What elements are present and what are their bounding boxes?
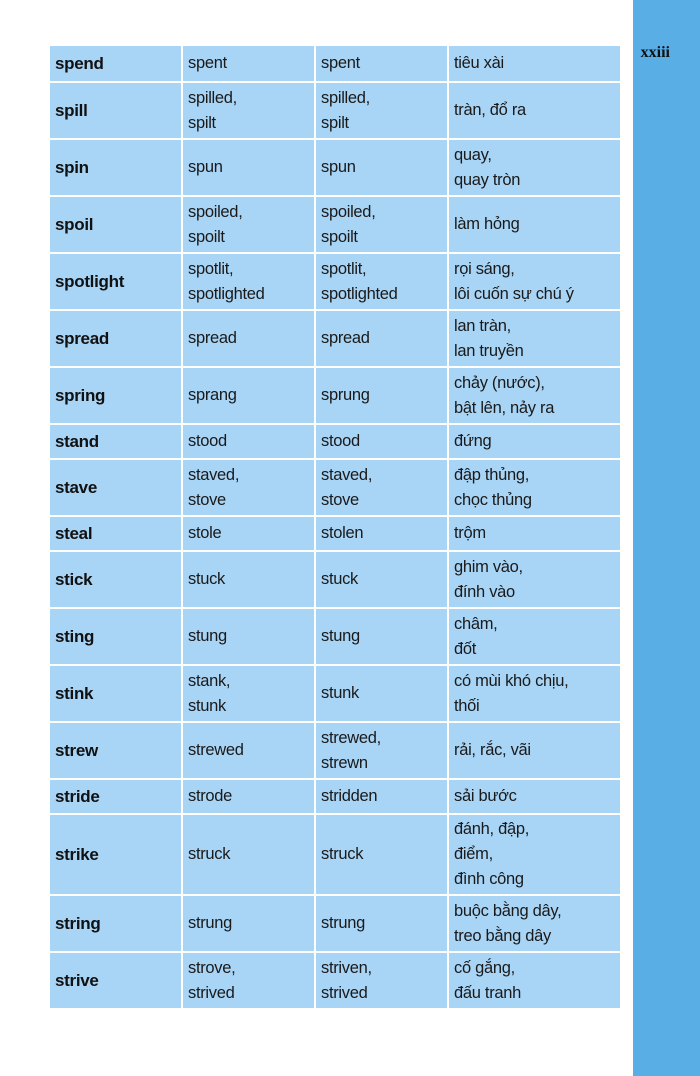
table-row — [49, 814, 621, 895]
table-row — [49, 952, 621, 1009]
verb-past-participle: striven, strived — [315, 952, 448, 1009]
verb-meaning: cố gắng, đấu tranh — [448, 952, 621, 1009]
table-row — [49, 367, 621, 424]
verb-past-simple: struck — [182, 814, 315, 895]
verb-past-participle: spoiled, spoilt — [315, 196, 448, 253]
verb-meaning: chảy (nước), bật lên, nảy ra — [448, 367, 621, 424]
verb-base-form: strew — [49, 722, 182, 779]
verb-past-participle: staved, stove — [315, 459, 448, 516]
table-row — [49, 310, 621, 367]
verb-meaning: làm hỏng — [448, 196, 621, 253]
page-number: xxiii — [640, 44, 670, 61]
verb-base-form: strive — [49, 952, 182, 1009]
verb-past-simple: spent — [182, 45, 315, 82]
verb-past-participle: sprung — [315, 367, 448, 424]
verb-meaning: tràn, đổ ra — [448, 82, 621, 139]
verb-base-form: string — [49, 895, 182, 952]
verb-base-form: stink — [49, 665, 182, 722]
verb-base-form: spoil — [49, 196, 182, 253]
verb-past-simple: stood — [182, 424, 315, 459]
verb-base-form: spin — [49, 139, 182, 196]
verb-meaning: quay, quay tròn — [448, 139, 621, 196]
verb-base-form: spill — [49, 82, 182, 139]
verb-meaning: đứng — [448, 424, 621, 459]
verb-past-simple: spilled, spilt — [182, 82, 315, 139]
verb-past-participle: stood — [315, 424, 448, 459]
verb-past-participle: strung — [315, 895, 448, 952]
verb-meaning: rải, rắc, vãi — [448, 722, 621, 779]
table-row — [49, 779, 621, 814]
table-row — [49, 196, 621, 253]
verb-base-form: spotlight — [49, 253, 182, 310]
table-body — [49, 45, 621, 1009]
verb-base-form: stick — [49, 551, 182, 608]
verb-meaning: tiêu xài — [448, 45, 621, 82]
verb-base-form: stave — [49, 459, 182, 516]
verb-base-form: spring — [49, 367, 182, 424]
verb-past-participle: spread — [315, 310, 448, 367]
verb-meaning: đập thủng, chọc thủng — [448, 459, 621, 516]
table-row — [49, 253, 621, 310]
verb-past-simple: spotlit, spotlighted — [182, 253, 315, 310]
table-row — [49, 551, 621, 608]
irregular-verbs-table — [48, 44, 622, 1010]
verb-meaning: rọi sáng, lôi cuốn sự chú ý — [448, 253, 621, 310]
verb-meaning: có mùi khó chịu, thối — [448, 665, 621, 722]
verb-base-form: sting — [49, 608, 182, 665]
table-row — [49, 665, 621, 722]
verb-meaning: sải bước — [448, 779, 621, 814]
verb-past-simple: staved, stove — [182, 459, 315, 516]
table-row — [49, 516, 621, 551]
verb-past-participle: stunk — [315, 665, 448, 722]
verb-past-participle: struck — [315, 814, 448, 895]
table-row — [49, 459, 621, 516]
verb-past-simple: strung — [182, 895, 315, 952]
verb-past-simple: strewed — [182, 722, 315, 779]
verb-past-simple: stuck — [182, 551, 315, 608]
table-row — [49, 895, 621, 952]
table-row — [49, 722, 621, 779]
verb-past-participle: strewed, strewn — [315, 722, 448, 779]
verb-base-form: spend — [49, 45, 182, 82]
table-row — [49, 82, 621, 139]
verb-meaning: đánh, đập, điểm, đình công — [448, 814, 621, 895]
verb-past-simple: spread — [182, 310, 315, 367]
verb-past-participle: stolen — [315, 516, 448, 551]
verb-past-simple: spun — [182, 139, 315, 196]
table-row — [49, 139, 621, 196]
verb-past-simple: spoiled, spoilt — [182, 196, 315, 253]
verb-meaning: lan tràn, lan truyền — [448, 310, 621, 367]
table-row — [49, 424, 621, 459]
verb-base-form: steal — [49, 516, 182, 551]
verb-meaning: ghim vào, đính vào — [448, 551, 621, 608]
verb-past-participle: stung — [315, 608, 448, 665]
verb-past-participle: spotlit, spotlighted — [315, 253, 448, 310]
verb-meaning: châm, đốt — [448, 608, 621, 665]
verb-past-participle: stridden — [315, 779, 448, 814]
verb-base-form: stand — [49, 424, 182, 459]
verb-past-simple: strode — [182, 779, 315, 814]
side-color-band — [633, 0, 700, 1076]
verb-meaning: trộm — [448, 516, 621, 551]
verb-base-form: spread — [49, 310, 182, 367]
verb-past-simple: stank, stunk — [182, 665, 315, 722]
verb-past-participle: spent — [315, 45, 448, 82]
verb-past-simple: sprang — [182, 367, 315, 424]
table-row — [49, 45, 621, 82]
verb-past-simple: strove, strived — [182, 952, 315, 1009]
verb-past-simple: stung — [182, 608, 315, 665]
verb-base-form: stride — [49, 779, 182, 814]
verb-meaning: buộc bằng dây, treo bằng dây — [448, 895, 621, 952]
verb-base-form: strike — [49, 814, 182, 895]
verb-past-participle: spilled, spilt — [315, 82, 448, 139]
verb-past-simple: stole — [182, 516, 315, 551]
verb-past-participle: stuck — [315, 551, 448, 608]
table-row — [49, 608, 621, 665]
verb-past-participle: spun — [315, 139, 448, 196]
